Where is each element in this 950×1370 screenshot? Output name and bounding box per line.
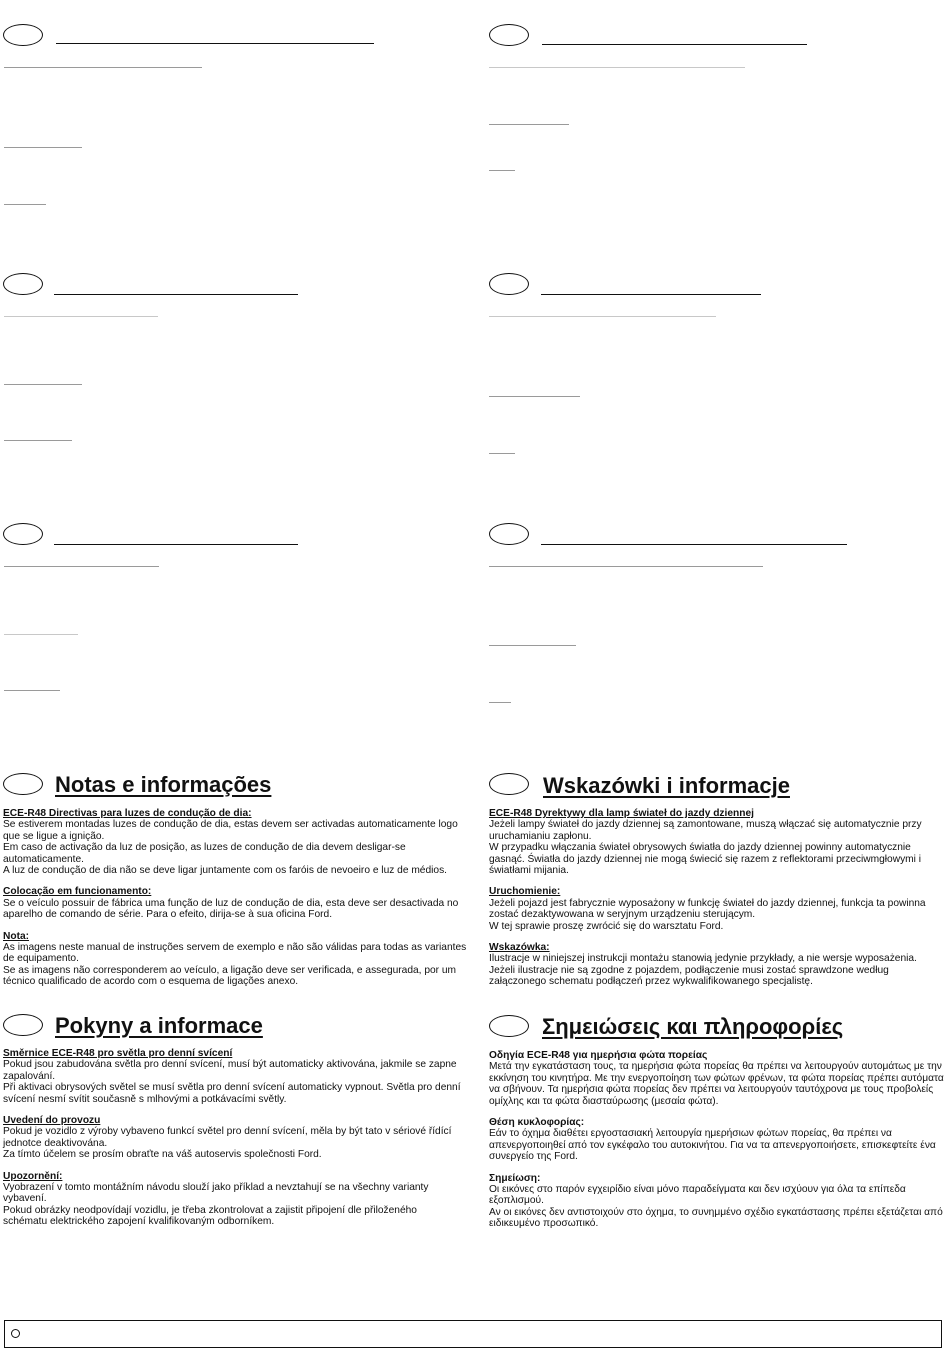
paragraph: Pokud jsou zabudována světla pro denní svícení, musí být automaticky aktivována, jakmile se zapne zapalování.	[3, 1059, 457, 1082]
language-oval-icon	[3, 523, 43, 545]
paragraph: Se o veículo possuir de fábrica uma função de luz de condução de dia, esta deve ser desactivada no aparelho de comando de série. Para o efeito, dirija-se à sua oficina Ford.	[3, 897, 459, 921]
section-body	[3, 1048, 463, 1228]
paragraph: Jeżeli lampy świateł do jazdy dziennej są zamontowane, muszą włączać się automatycznie przy uruchamianiu zapłonu.	[489, 819, 922, 842]
language-oval-icon	[489, 1015, 529, 1037]
block-heading: Nota:	[3, 930, 30, 942]
paragraph: Pokud obrázky neodpovídají vozidlu, je třeba zkontrolovat a zajistit připojení dle přiloženého schématu elektrického zapojení kvalifikovaným odborníkem.	[3, 1204, 417, 1228]
subtitle-rule	[4, 316, 158, 317]
paragraph: Pokud je vozidlo z výroby vybaveno funkcí světel pro denní svícení, měla by být tato v sériové řídící jednotce deaktivována.	[3, 1126, 452, 1149]
block-heading: Θέση κυκλοφορίας:	[489, 1117, 585, 1129]
title-rule	[54, 294, 298, 295]
paragraph: Jeżeli ilustracje nie są zgodne z pojazdem, podłączenie musi zostać sprawdzone według załączonego schematu podłączeń przez wykwalifikowanego specjalistę.	[489, 964, 889, 988]
subtitle-rule	[4, 67, 202, 68]
field-rule	[489, 170, 515, 171]
field-rule	[4, 384, 82, 385]
field-rule	[4, 634, 78, 635]
block-heading: Σημείωση:	[489, 1172, 541, 1184]
paragraph: A luz de condução de dia não se deve ligar juntamente com os faróis de nevoeiro e luz de médios.	[3, 865, 447, 877]
section-body	[3, 808, 468, 988]
language-oval-icon	[489, 273, 529, 295]
paragraph: Μετά την εγκατάσταση τους, τα ημερήσια φώτα πορείας θα πρέπει να λειτουργούν αυτομάτως με την εκκίνηση του κινητήρα. Με την ενεργοποίηση των φώτων φρένων, τα φώτα πορείας πρέπει αυτόματα να σβήνουν. Τα ημερήσια φώτα πορείας δεν πρέπει να λειτουργούν ταυτόχρονα με τους προβολείς ομίχλης και τα φώτα διασταύρωσης (μεσαία φώτα).	[489, 1061, 944, 1107]
title-rule	[56, 43, 374, 44]
title-rule	[541, 294, 761, 295]
section-body	[489, 1050, 944, 1230]
block-heading: ECE-R48 Dyrektywy dla lamp świateł do jazdy dziennej	[489, 808, 754, 819]
language-oval-icon	[489, 24, 529, 46]
title-rule	[54, 544, 298, 545]
footer-box	[4, 1320, 942, 1348]
paragraph: Εάν το όχημα διαθέτει εργοστασιακή λειτουργία ημερήσιων φώτων πορείας, θα πρέπει να απενεργοποιηθεί από τον εγκέφαλο του αυτοκινήτου. Για να τα απενεργοποιήσετε, επισκεφτείτε ένα συνεργείο της Ford.	[489, 1128, 936, 1163]
block-heading: Uruchomienie:	[489, 886, 561, 898]
language-oval-icon	[3, 773, 43, 795]
field-rule	[4, 147, 82, 148]
section-title: Σημειώσεις και πληροφορίες	[542, 1014, 844, 1039]
paragraph: Οι εικόνες στο παρόν εγχειρίδιο είναι μόνο παραδείγματα και δεν ισχύουν για όλα τα επίπεδα εξοπλισμού.	[489, 1184, 906, 1207]
field-rule	[489, 453, 515, 454]
language-oval-icon	[3, 24, 43, 46]
field-rule	[4, 204, 46, 205]
subtitle-rule	[489, 316, 716, 317]
section-title: Pokyny a informace	[55, 1013, 263, 1038]
field-rule	[4, 690, 60, 691]
title-rule	[541, 544, 847, 545]
field-rule	[489, 124, 569, 125]
language-oval-icon	[489, 523, 529, 545]
field-rule	[489, 702, 511, 703]
block-heading: Uvedení do provozu	[3, 1115, 101, 1127]
paragraph: W tej sprawie proszę zwrócić się do warsztatu Ford.	[489, 920, 724, 932]
subtitle-rule	[489, 566, 763, 567]
block-heading: Upozornění:	[3, 1170, 63, 1182]
paragraph: As imagens neste manual de instruções servem de exemplo e não são válidas para todas as variantes de equipamento.	[3, 942, 467, 965]
paragraph: Vyobrazení v tomto montážním návodu slouží jako příklad a nevztahují se na všechny varianty vybavení.	[3, 1182, 429, 1205]
language-oval-icon	[3, 1014, 43, 1036]
section-body	[489, 808, 937, 988]
subtitle-rule	[4, 566, 159, 567]
paragraph: Za tímto účelem se prosím obraťte na váš autoservis společnosti Ford.	[3, 1149, 322, 1161]
paragraph: Se as imagens não corresponderem ao veículo, a ligação deve ser verificada, e assegurada, por um técnico qualificado de acordo com o esquema de ligações anexo.	[3, 964, 457, 988]
block-heading: Směrnice ECE-R48 pro světla pro denní svícení	[3, 1048, 233, 1059]
paragraph: Ilustracje w niniejszej instrukcji montażu stanowią jedynie przykłady, a nie wersje wyposażenia.	[489, 953, 917, 965]
block-heading: ECE-R48 Directivas para luzes de condução de dia:	[3, 808, 252, 819]
subtitle-rule	[489, 67, 745, 68]
block-heading: Οδηγία ECE-R48 για ημερήσια φώτα πορείας	[489, 1050, 708, 1061]
paragraph: Při aktivaci obrysových světel se musí světla pro denní svícení automaticky vypnout. Světla pro denní svícení nesmí svítit současně s mlhovými a potkávacími světly.	[3, 1082, 461, 1105]
section-title: Notas e informações	[55, 772, 272, 797]
paragraph: Αν οι εικόνες δεν αντιστοιχούν στο όχημα, το συνημμένο σχέδιο εγκατάστασης πρέπει εξετάζεται από ειδικευμένο προσωπικό.	[489, 1206, 943, 1230]
section-title: Wskazówki i informacje	[543, 773, 790, 798]
circle-icon	[11, 1329, 20, 1338]
field-rule	[489, 645, 576, 646]
field-rule	[4, 440, 72, 441]
title-rule	[542, 44, 807, 45]
paragraph: W przypadku włączania świateł obrysowych światła do jazdy dziennej powinny automatycznie gasnąć. Światła do jazdy dziennej nie mogą świecić się razem z reflektorami przeciwmgłowymi i światłami mijania.	[489, 842, 922, 877]
block-heading: Wskazówka:	[489, 942, 550, 954]
paragraph: Jeżeli pojazd jest fabrycznie wyposażony w funkcję świateł do jazdy dziennej, funkcja ta powinna zostać dezaktywowana w seryjnym urządzeniu sterującym.	[489, 897, 926, 921]
paragraph: Em caso de activação da luz de posição, as luzes de condução de dia devem desligar-se automaticamente.	[3, 842, 406, 865]
language-oval-icon	[3, 273, 43, 295]
language-oval-icon	[489, 773, 529, 795]
paragraph: Se estiverem montadas luzes de condução de dia, estas devem ser activadas automaticamente logo que se ligue a ignição.	[3, 819, 458, 842]
block-heading: Colocação em funcionamento:	[3, 886, 152, 898]
field-rule	[489, 396, 580, 397]
